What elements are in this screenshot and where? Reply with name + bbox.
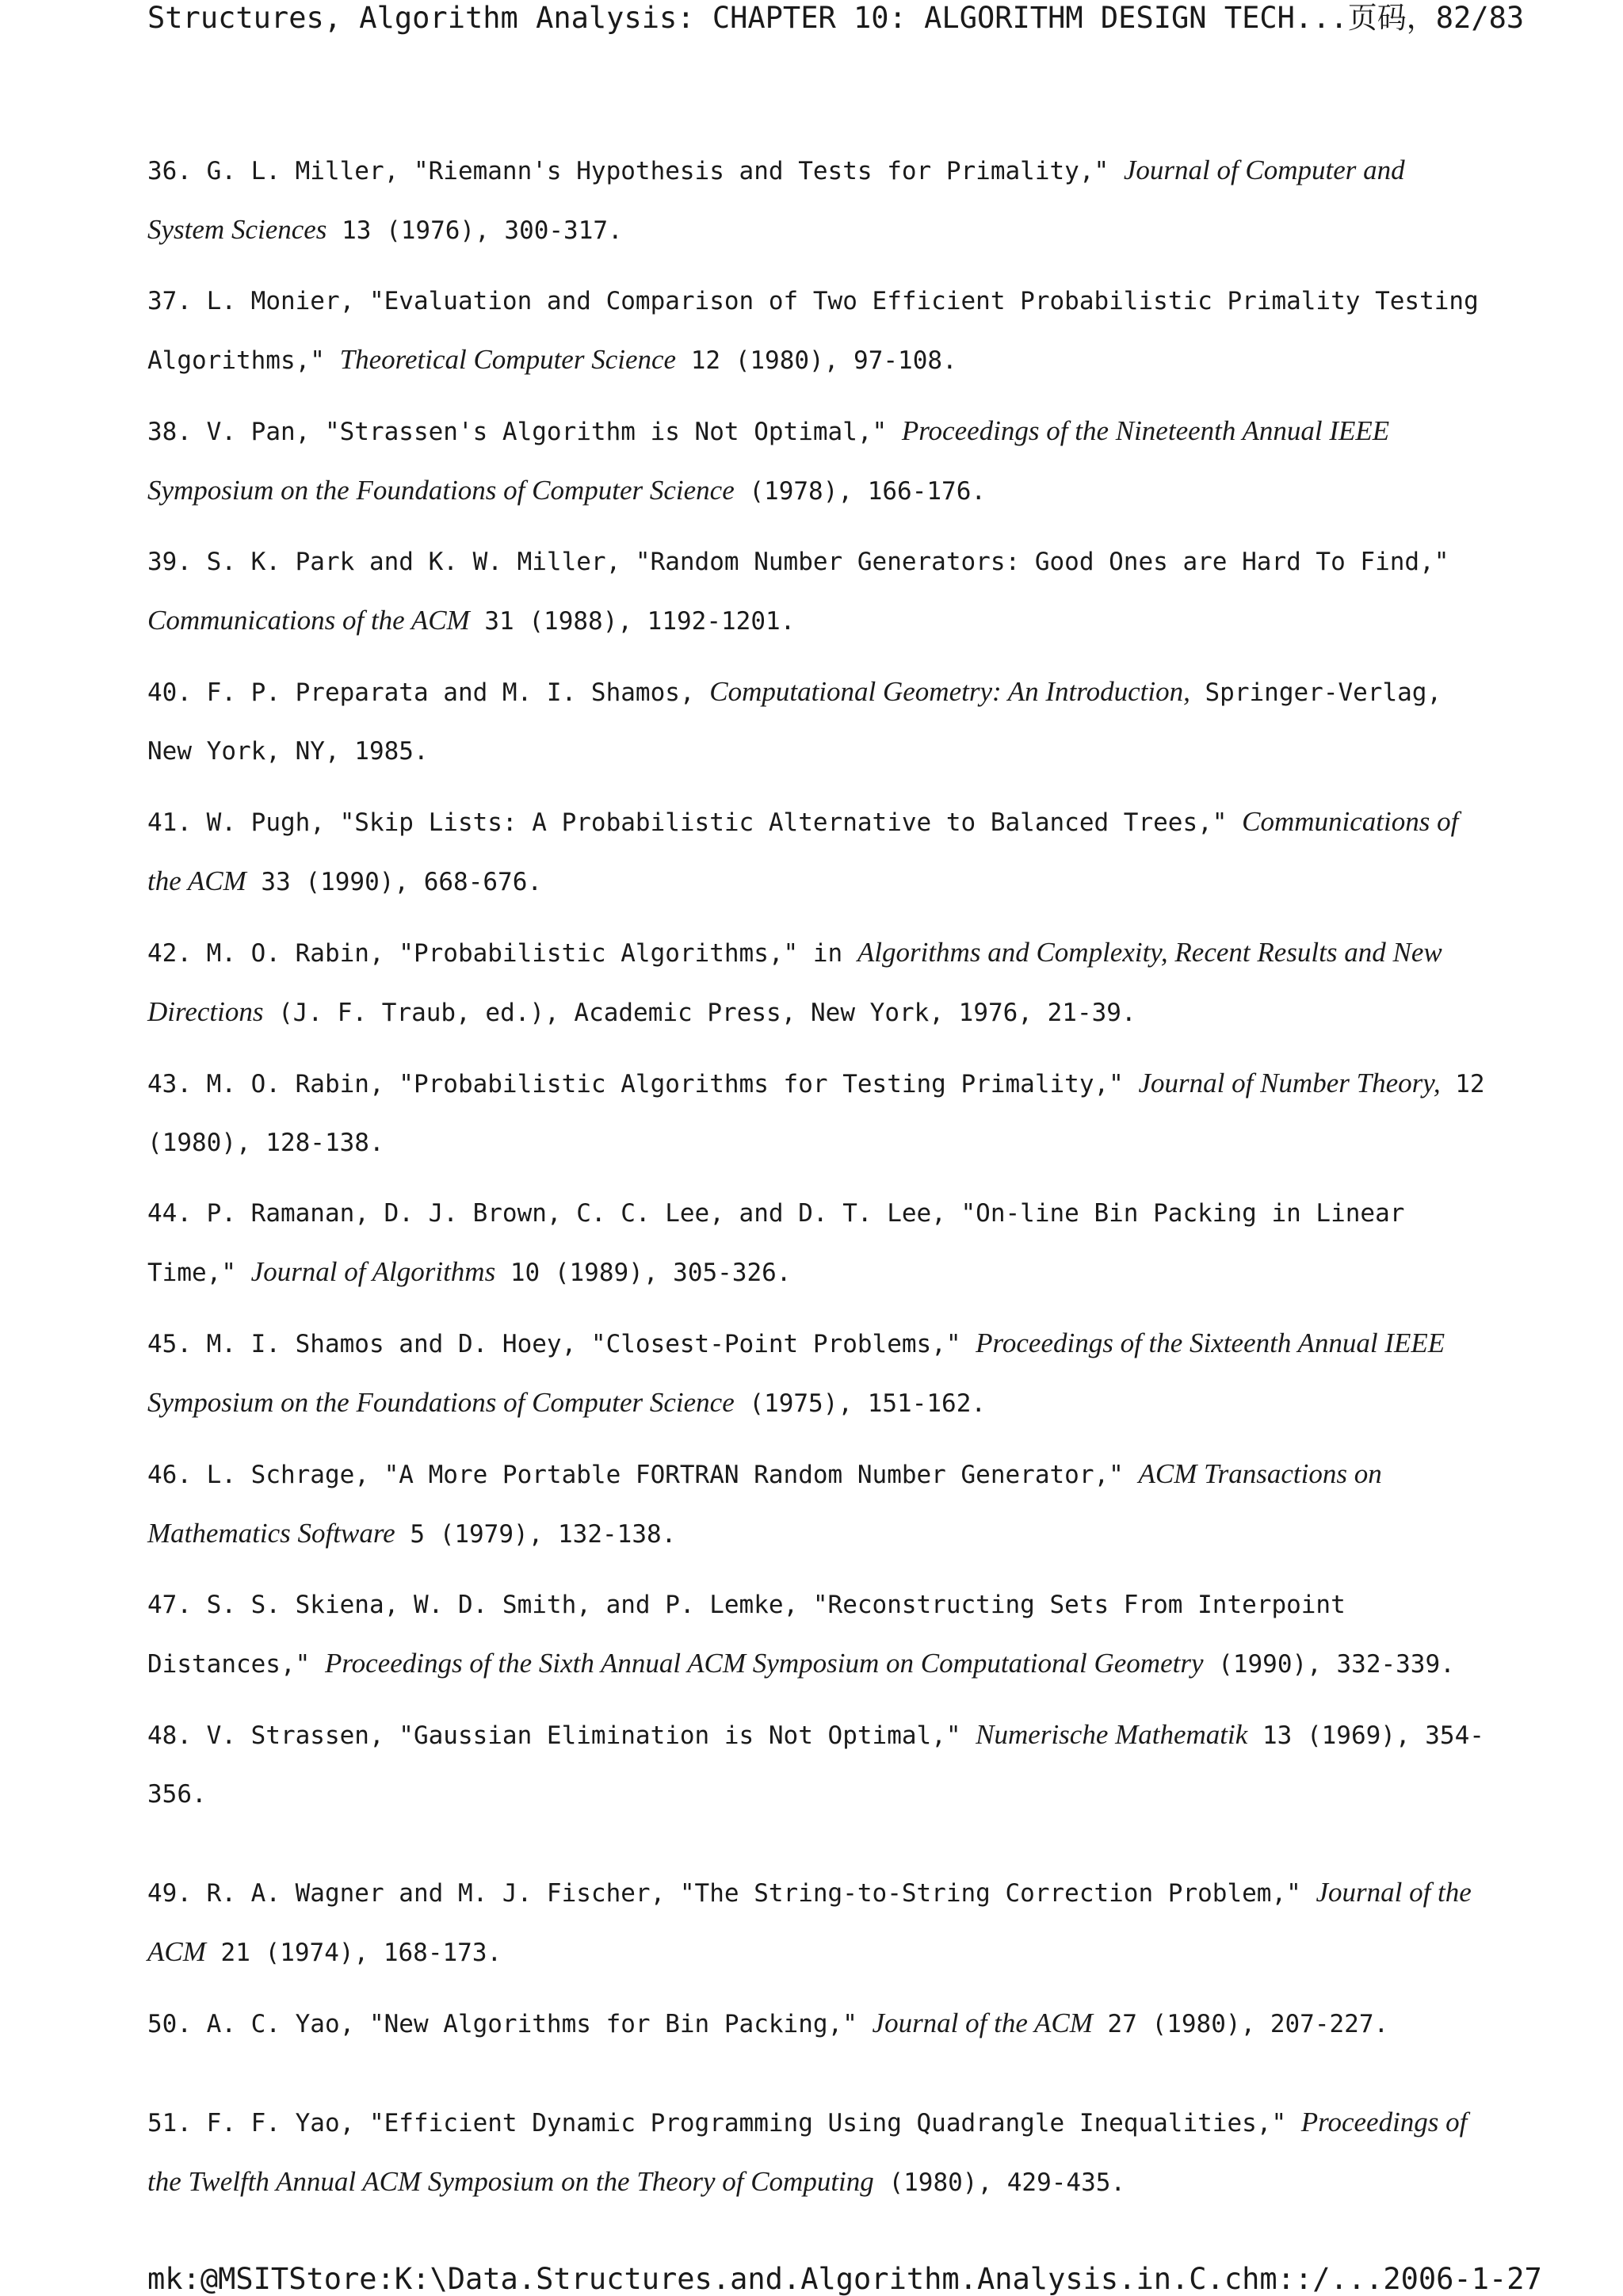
reference-number: 50. (147, 2010, 192, 2038)
reference-source: Proceedings of the Sixteenth Annual IEEE Symposium on the Foundations of Computer Science (147, 1328, 1445, 1418)
reference-number: 40. (147, 678, 192, 707)
reference-item (147, 793, 1487, 911)
reference-item (147, 1706, 1487, 1824)
reference-detail: 31 (1988), 1192-1201. (469, 607, 796, 636)
reference-number: 42. (147, 939, 192, 968)
reference-item (147, 1994, 1487, 2053)
reference-text: S. K. Park and K. W. Miller, "Random Number Generators: Good Ones are Hard To Find," (192, 548, 1449, 576)
reference-source: Theoretical Computer Science (339, 344, 677, 375)
reference-item (147, 1576, 1487, 1694)
reference-text: L. Schrage, "A More Portable FORTRAN Random Number Generator," (192, 1461, 1139, 1489)
reference-detail: 27 (1980), 207-227. (1092, 2010, 1389, 2038)
reference-item (147, 2093, 1487, 2212)
reference-detail: 12 (1980), 128-138. (147, 1070, 1485, 1157)
header-title: Structures, Algorithm Analysis: CHAPTER 10: ALGORITHM DESIGN TECH... (147, 1, 1348, 35)
reference-item (147, 1445, 1487, 1564)
reference-item (147, 533, 1487, 651)
reference-text: P. Ramanan, D. J. Brown, C. C. Lee, and D. T. Lee, "On-line Bin Packing in Linear Time," (147, 1199, 1405, 1287)
reference-source: Numerische Mathematik (976, 1719, 1248, 1750)
reference-number: 51. (147, 2109, 192, 2137)
reference-source: ACM Transactions on Mathematics Software (147, 1458, 1382, 1549)
reference-text: V. Pan, "Strassen's Algorithm is Not Optimal," (192, 418, 902, 446)
reference-number: 44. (147, 1199, 192, 1228)
reference-item (147, 1314, 1487, 1433)
reference-source: Computational Geometry: An Introduction, (709, 676, 1190, 707)
reference-item (147, 402, 1487, 521)
reference-number: 39. (147, 548, 192, 576)
reference-detail: (1990), 332-339. (1203, 1650, 1455, 1679)
reference-source: Proceedings of the Nineteenth Annual IEEE Symposium on the Foundations of Computer Science (147, 415, 1390, 506)
page-footer (147, 2262, 1542, 2296)
reference-item (147, 663, 1487, 781)
reference-source: Communications of the ACM (147, 605, 470, 636)
reference-source: Proceedings of the Sixth Annual ACM Symposium on Computational Geometry (324, 1648, 1204, 1679)
reference-number: 47. (147, 1591, 192, 1619)
reference-source: Algorithms and Complexity, Recent Results and New Directions (147, 937, 1442, 1027)
reference-item (147, 1863, 1487, 1982)
reference-number: 36. (147, 157, 192, 185)
reference-detail: (1978), 166-176. (734, 477, 987, 506)
reference-text: L. Monier, "Evaluation and Comparison of Two Efficient Probabilistic Primality Testing Algorithms," (147, 287, 1479, 375)
reference-item (147, 141, 1487, 260)
reference-detail: 21 (1974), 168-173. (205, 1939, 502, 1967)
reference-text: M. O. Rabin, "Probabilistic Algorithms," in (192, 939, 857, 968)
footer-path: mk:@MSITStore:K:\Data.Structures.and.Algorithm.Analysis.in.C.chm::/... (147, 2262, 1384, 2296)
reference-source: Journal of the ACM (872, 2008, 1093, 2038)
reference-detail: (J. F. Traub, ed.), Academic Press, New York, 1976, 21-39. (263, 999, 1136, 1027)
reference-detail: 13 (1969), 354-356. (147, 1721, 1484, 1809)
reference-detail: 33 (1990), 668-676. (246, 868, 543, 896)
reference-source: Journal of Computer and System Sciences (147, 155, 1405, 245)
reference-text: F. P. Preparata and M. I. Shamos, (192, 678, 710, 707)
reference-text: S. S. Skiena, W. D. Smith, and P. Lemke, "Reconstructing Sets From Interpoint Distances," (147, 1591, 1346, 1679)
reference-text: F. F. Yao, "Efficient Dynamic Programming Using Quadrangle Inequalities," (192, 2109, 1301, 2137)
reference-text: M. I. Shamos and D. Hoey, "Closest-Point Problems," (192, 1330, 976, 1358)
reference-number: 38. (147, 418, 192, 446)
reference-number: 48. (147, 1721, 192, 1750)
reference-detail: 5 (1979), 132-138. (395, 1520, 677, 1549)
reference-source: Journal of the ACM (147, 1877, 1472, 1967)
reference-text: R. A. Wagner and M. J. Fischer, "The String-to-String Correction Problem," (192, 1879, 1316, 1908)
reference-item (147, 923, 1487, 1042)
reference-list (147, 141, 1487, 2224)
reference-detail: 10 (1989), 305-326. (495, 1259, 792, 1287)
page-header (147, 0, 1525, 38)
header-page-number: 页码，82/83 (1347, 1, 1525, 35)
reference-text: A. C. Yao, "New Algorithms for Bin Packing," (192, 2010, 873, 2038)
reference-detail: Springer-Verlag, New York, NY, 1985. (147, 678, 1442, 766)
reference-text: G. L. Miller, "Riemann's Hypothesis and Tests for Primality," (192, 157, 1124, 185)
reference-number: 41. (147, 808, 192, 837)
reference-text: W. Pugh, "Skip Lists: A Probabilistic Alternative to Balanced Trees," (192, 808, 1243, 837)
reference-number: 46. (147, 1461, 192, 1489)
reference-detail: (1980), 429-435. (873, 2168, 1126, 2197)
reference-item (147, 1054, 1487, 1172)
reference-item (147, 1184, 1487, 1302)
reference-source: Journal of Algorithms (250, 1256, 496, 1287)
reference-detail: (1975), 151-162. (734, 1389, 987, 1418)
reference-number: 37. (147, 287, 192, 315)
reference-source: Proceedings of the Twelfth Annual ACM Symposium on the Theory of Computing (147, 2107, 1468, 2197)
reference-text: M. O. Rabin, "Probabilistic Algorithms for Testing Primality," (192, 1070, 1139, 1098)
reference-source: Communications of the ACM (147, 806, 1459, 896)
reference-item (147, 272, 1487, 390)
reference-detail: 12 (1980), 97-108. (676, 346, 957, 375)
reference-detail: 13 (1976), 300-317. (327, 216, 623, 245)
reference-source: Journal of Number Theory, (1138, 1068, 1441, 1098)
reference-number: 43. (147, 1070, 192, 1098)
footer-date: 2006-1-27 (1383, 2262, 1542, 2296)
reference-number: 49. (147, 1879, 192, 1908)
reference-number: 45. (147, 1330, 192, 1358)
reference-text: V. Strassen, "Gaussian Elimination is Not Optimal," (192, 1721, 976, 1750)
